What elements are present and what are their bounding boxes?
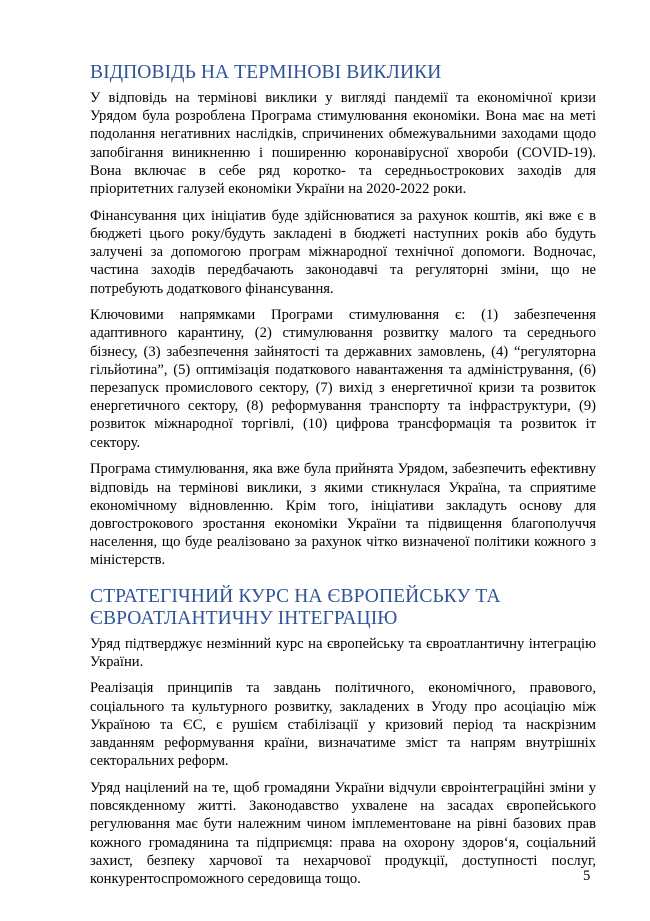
page-number: 5 xyxy=(583,868,591,884)
section-heading-euro-integration xyxy=(90,586,596,630)
heading-line-1: СТРАТЕГІЧНИЙ КУРС НА ЄВРОПЕЙСЬКУ ТА xyxy=(90,585,501,607)
paragraph-citizens-changes: Уряд націлений на те, щоб громадяни України відчули євроінтеграційні зміни у повсякденному житті. Законодавство ухвалене на засадах європейського регулювання має бути належним чином імплементоване на рівні базових прав кожного громадянина та підприємця: права на охорону здоров‘я, соціальний захист, безпеку харчової та нехарчової продукції, доступності послуг, конкурентоспроможного середовища тощо. xyxy=(90,780,596,888)
document-page xyxy=(90,62,596,897)
heading-line-2: ЄВРОАТЛАНТИЧНУ ІНТЕГРАЦІЮ xyxy=(90,607,398,629)
paragraph-program-effect: Програма стимулювання, яка вже була прийнята Урядом, забезпечить ефективну відповідь на термінові виклики, з якими стикнулася Україна, та сприятиме економічному відновленню. Крім того, ініціативи закладуть основу для довгострокового зростання економіки України та підвищення благополуччя населення, що буде реалізовано за рахунок чітко визначеної політики кожного з міністерств. xyxy=(90,461,596,569)
paragraph-association-agreement: Реалізація принципів та завдань політичного, економічного, правового, соціального та культурного розвитку, закладених в Угоду про асоціацію між Україною та ЄС, є рушієм стабілізації у кризовий період та наскрізним завданням реформування країни, визначатиме зміст та напрям внутрішніх секторальних реформ. xyxy=(90,680,596,770)
paragraph-course-confirmation: Уряд підтверджує незмінний курс на європейську та євроатлантичну інтеграцію України. xyxy=(90,635,596,670)
section-heading-urgent-challenges: ВІДПОВІДЬ НА ТЕРМІНОВІ ВИКЛИКИ xyxy=(90,62,442,83)
paragraph-financing: Фінансування цих ініціатив буде здійснюватися за рахунок коштів, які вже є в бюджеті цього року/будуть закладені в бюджеті наступних років або будуть залучені за допомогою програм міжнародної технічної допомоги. Водночас, частина заходів передбачають законодавчі та регуляторні зміни, що не потребують додаткового фінансування. xyxy=(90,207,596,297)
paragraph-stimulus-program: У відповідь на термінові виклики у вигляді пандемії та економічної кризи Урядом була розроблена Програма стимулювання економіки. Вона має на меті подолання негативних наслідків, спричинених обмежувальними заходами щодо запобігання виникненню і поширенню коронавірусної хвороби (COVID-19). Вона включає в себе ряд коротко- та середньострокових заходів для пріоритетних галузей економіки України на 2020-2022 роки. xyxy=(90,90,596,198)
paragraph-key-directions: Ключовими напрямками Програми стимулювання є: (1) забезпечення адаптивного карантину, (2) стимулювання розвитку малого та середнього бізнесу, (3) забезпечення зайнятості та державних замовлень, (4) “регуляторна гільйотина”, (5) оптимізація податкового навантаження та адміністрування, (6) перезапуск промислового сектору, (7) вихід з енергетичної кризи та розвиток енергетичного сектору, (8) реформування транспорту та інфраструктури, (9) розвиток міжнародної торгівлі, (10) цифрова трансформація та розвиток іт сектору. xyxy=(90,307,596,451)
